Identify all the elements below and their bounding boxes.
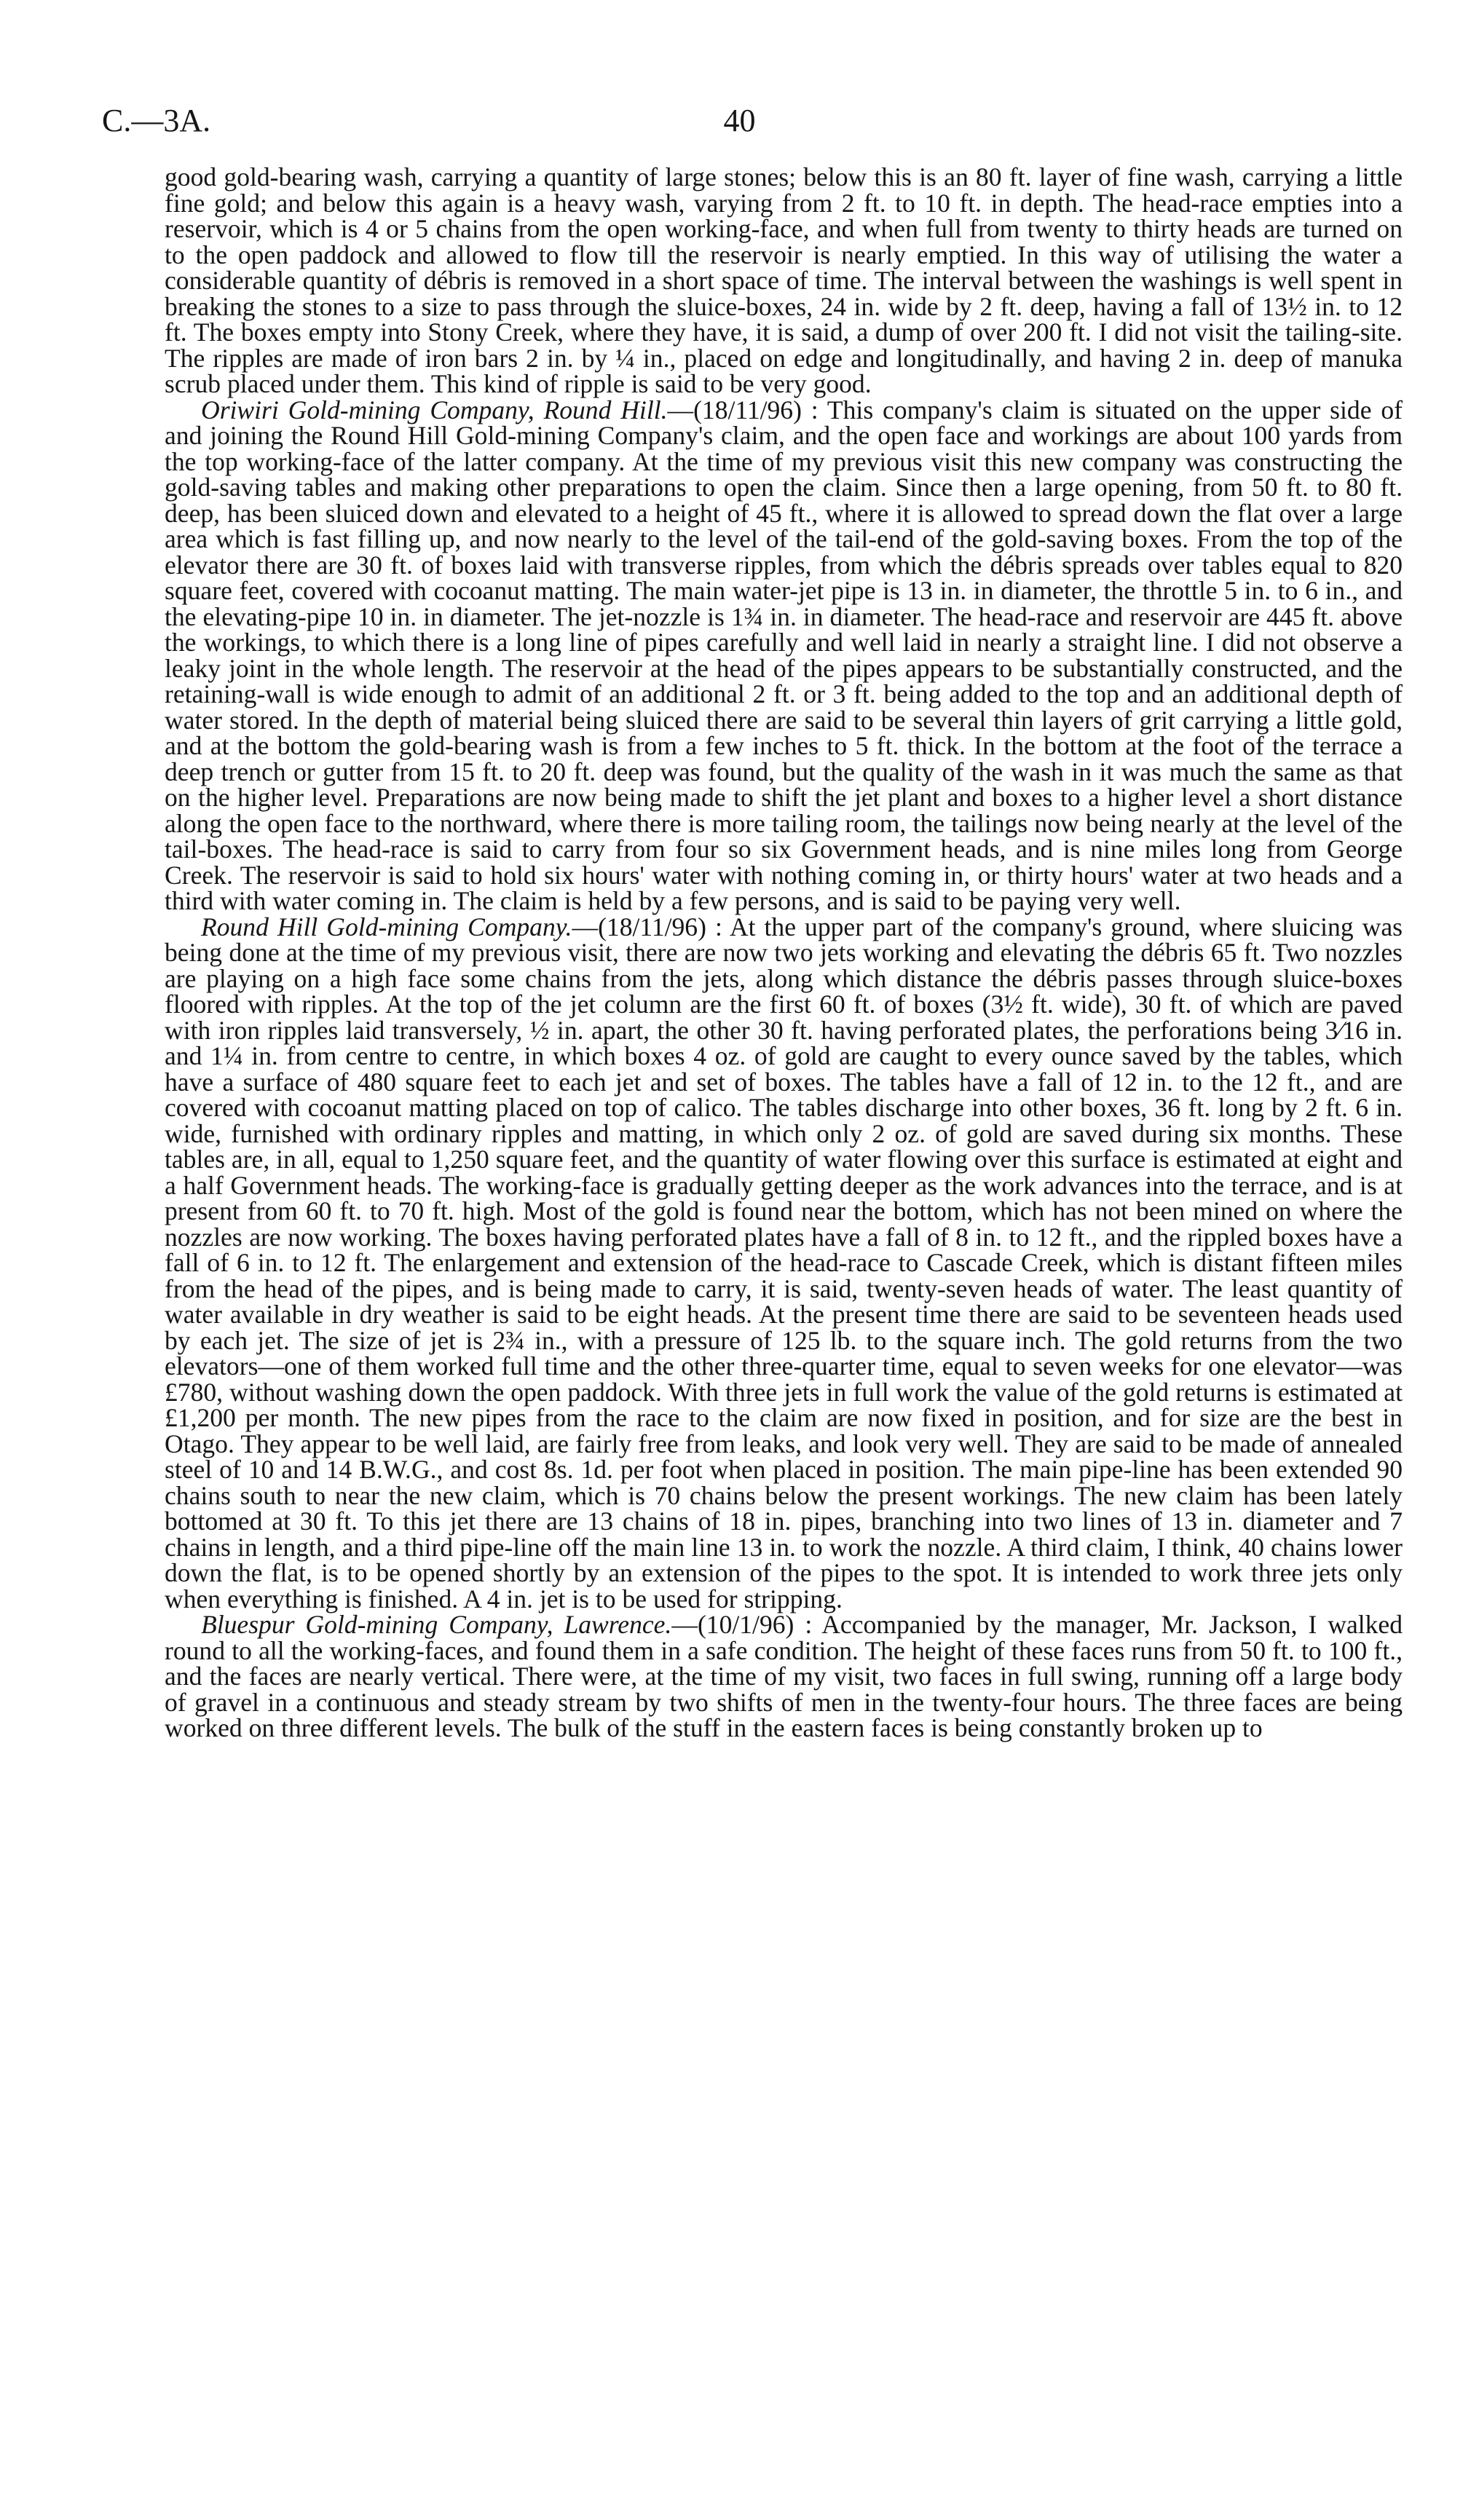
paragraph-continuation — [165, 165, 1403, 398]
page-number: 40 — [723, 103, 756, 138]
paragraph-oriwiri — [165, 395, 1403, 915]
page-header — [102, 102, 1377, 146]
paragraph-text: Accompanied by the manager, Mr. Jackson, I walked round to all the working-faces, and found them in a safe condition. The height of these faces runs from 50 ft. to 100 ft., and the faces are nearly vertical. There were, at the time of my visit, two faces in full swing, running off a large body of gravel in a continuous and steady stream by two shifts of men in the twenty-four hours. The three faces are being worked on three different levels. The bulk of the stuff in the eastern faces is being constantly broken up to — [165, 1610, 1403, 1742]
paragraph-round-hill — [165, 912, 1403, 1613]
paragraph-bluespur — [165, 1612, 1403, 1742]
body-text — [165, 165, 1403, 2465]
paragraph-heading: Round Hill Gold-mining Company. — [201, 912, 572, 941]
paragraph-heading: Oriwiri Gold-mining Company, Round Hill. — [201, 395, 668, 424]
paragraph-heading: Bluespur Gold-mining Company, Lawrence. — [201, 1610, 672, 1639]
paragraph-date: —(18/11/96) : — [667, 395, 827, 424]
paragraph-text: This company's claim is situated on the upper side of and joining the Round Hill Gold-mining Company's claim, and the open face and workings are about 100 yards from the top working-face of the latter company. At the time of my previous visit this new company was constructing the gold-saving tables and making other preparations to open the claim. Since then a large opening, from 50 ft. to 80 ft. deep, has been sluiced down and elevated to a height of 45 ft., where it is allowed to spread down the flat over a large area which is fast filling up, and now nearly to the level of the tail-end of the gold-saving boxes. From the top of the elevator there are 30 ft. of boxes laid with transverse ripples, from which the débris spreads over tables equal to 820 square feet, covered with cocoanut matting. The main water-jet pipe is 13 in. in diameter, the throttle 5 in. to 6 in., and the elevating-pipe 10 in. in diameter. The jet-nozzle is 1¾ in. in diameter. The head-race and reservoir are 445 ft. above the workings, to which there is a long line of pipes carefully and well laid in nearly a straight line. I did not observe a leaky joint in the whole length. The reservoir at the head of the pipes appears to be substantially constructed, and the retaining-wall is wide enough to admit of an additional 2 ft. or 3 ft. being added to the top and an additional depth of water stored. In the depth of material being sluiced there are said to be several thin layers of grit carrying a little gold, and at the bottom the gold-bearing wash is from a few inches to 5 ft. thick. In the bottom at the foot of the terrace a deep trench or gutter from 15 ft. to 20 ft. deep was found, but the quality of the wash in it was much the same as that on the higher level. Preparations are now being made to shift the jet plant and boxes to a higher level a short distance along the open face to the northward, where there is more tailing room, the tailings now being nearly at the level of the tail-boxes. The head-race is said to carry from four so six Government heads, and is nine miles long from George Creek. The reservoir is said to hold six hours' water with nothing coming in, or thirty hours' water at two heads and a third with water coming in. The claim is held by a few persons, and is said to be paying very well. — [165, 395, 1403, 915]
paragraph-date: —(10/1/96) : — [671, 1610, 822, 1639]
paragraph-text: good gold-bearing wash, carrying a quantity of large stones; below this is an 80 ft. layer of fine wash, carrying a little fine gold; and below this again is a heavy wash, varying from 2 ft. to 10 ft. in depth. The head-race empties into a reservoir, which is 4 or 5 chains from the open working-face, and when full from twenty to thirty heads are turned on to the open paddock and allowed to flow till the reservoir is nearly emptied. In this way of utilising the water a considerable quantity of débris is removed in a short space of time. The interval between the washings is well spent in breaking the stones to a size to pass through the sluice-boxes, 24 in. wide by 2 ft. deep, having a fall of 13½ in. to 12 ft. The boxes empty into Stony Creek, where they have, it is said, a dump of over 200 ft. I did not visit the tailing-site. The ripples are made of iron bars 2 in. by ¼ in., placed on edge and longitudinally, and having 2 in. deep of manuka scrub placed under them. This kind of ripple is said to be very good. — [165, 165, 1403, 398]
paragraph-date: —(18/11/96) : — [572, 912, 730, 941]
paragraph-text: At the upper part of the company's ground, where sluicing was being done at the time of my previous visit, there are now two jets working and elevating the débris 65 ft. Two nozzles are playing on a high face some chains from the jets, along which distance the débris passes through sluice-boxes floored with ripples. At the top of the jet column are the first 60 ft. of boxes (3½ ft. wide), 30 ft. of which are paved with iron ripples laid transversely, ½ in. apart, the other 30 ft. having perforated plates, the perforations being 3⁄16 in. and 1¼ in. from centre to centre, in which boxes 4 oz. of gold are caught to every ounce saved by the tables, which have a surface of 480 square feet to each jet and set of boxes. The tables have a fall of 12 in. to the 12 ft., and are covered with cocoanut matting placed on top of calico. The tables discharge into other boxes, 36 ft. long by 2 ft. 6 in. wide, furnished with ordinary ripples and matting, in which only 2 oz. of gold are saved during six months. These tables are, in all, equal to 1,250 square feet, and the quantity of water flowing over this surface is estimated at eight and a half Government heads. The working-face is gradually getting deeper as the work advances into the terrace, and is at present from 60 ft. to 70 ft. high. Most of the gold is found near the bottom, which has not been mined on where the nozzles are now working. The boxes having perforated plates have a fall of 8 in. to 12 ft., and the rippled boxes have a fall of 6 in. to 12 ft. The enlargement and extension of the head-race to Cascade Creek, which is distant fifteen miles from the head of the pipes, and is being made to carry, it is said, twenty-seven heads of water. The least quantity of water available in dry weather is said to be eight heads. At the present time there are said to be seventeen heads used by each jet. The size of jet is 2¾ in., with a pressure of 125 lb. to the square inch. The gold returns from the two elevators—one of them worked full time and the other three-quarter time, equal to seven weeks for one elevator—was £780, without washing down the open paddock. With three jets in full work the value of the gold returns is estimated at £1,200 per month. The new pipes from the race to the claim are now fixed in position, and for size are the best in Otago. They appear to be well laid, are fairly free from leaks, and look very well. They are said to be made of annealed steel of 10 and 14 B.W.G., and cost 8s. 1d. per foot when placed in position. The main pipe-line has been extended 90 chains south to near the new claim, which is 70 chains below the present workings. The new claim has been lately bottomed at 30 ft. To this jet there are 13 chains of 18 in. pipes, branching into two lines of 13 in. diameter and 7 chains in length, and a third pipe-line off the main line 13 in. to work the nozzle. A third claim, I think, 40 chains lower down the flat, is to be opened shortly by an extension of the pipes to the spot. It is intended to work three jets only when everything is finished. A 4 in. jet is to be used for stripping. — [165, 912, 1403, 1613]
document-reference: C.—3A. — [102, 103, 211, 138]
